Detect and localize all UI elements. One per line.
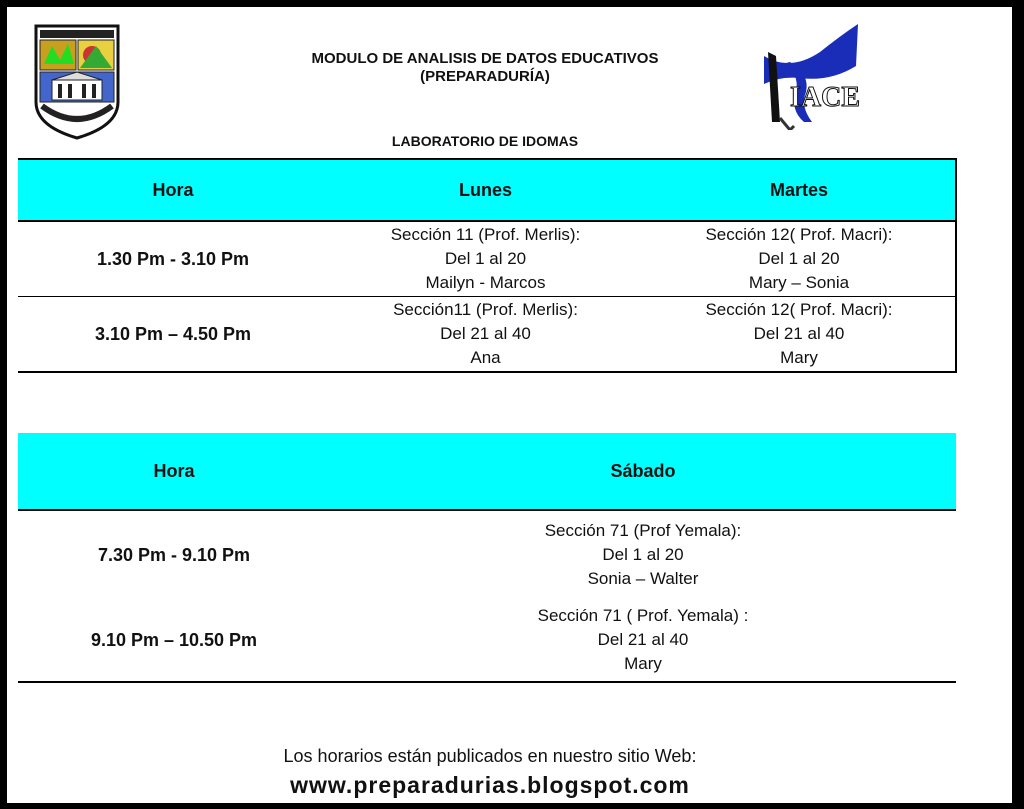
table-row xyxy=(18,297,956,373)
lunes-cell xyxy=(328,297,643,373)
lunes-cell xyxy=(328,221,643,297)
section-label: Sección11 (Prof. Merlis): xyxy=(393,300,578,319)
header-hora: Hora xyxy=(18,433,330,510)
header-sabado: Sábado xyxy=(330,433,956,510)
range-label: Del 1 al 20 xyxy=(602,545,684,564)
svg-text:IACE: IACE xyxy=(790,82,860,113)
range-label: Del 1 al 20 xyxy=(444,249,527,268)
range-label: Del 21 al 40 xyxy=(597,630,689,649)
sabado-cell xyxy=(330,510,956,599)
table-row xyxy=(18,510,956,599)
section-label: Sección 12( Prof. Macri): xyxy=(705,225,893,244)
sabado-cell xyxy=(330,599,956,682)
title-line-2: (PREPARADURÍA) xyxy=(420,68,550,85)
footer-website-url: www.preparadurias.blogspot.com xyxy=(290,772,690,798)
tutor-label: Mary xyxy=(624,654,662,673)
section-label: Sección 71 (Prof Yemala): xyxy=(544,521,742,540)
university-crest-logo xyxy=(30,22,124,140)
page xyxy=(7,7,1012,803)
header-martes: Martes xyxy=(643,159,956,221)
table-header-row xyxy=(18,433,956,510)
table-header-row xyxy=(18,159,956,221)
martes-cell xyxy=(643,297,956,373)
institution-logo xyxy=(760,22,860,130)
lab-title: LABORATORIO DE IDOMAS xyxy=(391,133,579,149)
hora-cell: 9.10 Pm – 10.50 Pm xyxy=(18,599,330,682)
range-label: Del 21 al 40 xyxy=(753,324,845,343)
range-label: Del 1 al 20 xyxy=(758,249,840,268)
martes-cell xyxy=(643,221,956,297)
module-title xyxy=(250,50,720,86)
table-row xyxy=(18,221,956,297)
section-label: Sección 71 ( Prof. Yemala) : xyxy=(537,606,749,625)
section-label: Sección 12( Prof. Macri): xyxy=(705,300,893,319)
tutor-label: Ana xyxy=(470,348,501,367)
weekday-schedule-table xyxy=(18,158,957,373)
footer-note: Los horarios están publicados en nuestro sitio Web: xyxy=(283,746,697,766)
saturday-schedule-table xyxy=(18,433,956,683)
header-hora: Hora xyxy=(18,159,328,221)
hora-cell: 1.30 Pm - 3.10 Pm xyxy=(18,221,328,297)
section-label: Sección 11 (Prof. Merlis): xyxy=(390,225,581,244)
title-line-1: MODULO DE ANALISIS DE DATOS EDUCATIVOS xyxy=(311,50,659,67)
tutor-label: Mailyn - Marcos xyxy=(425,273,546,292)
tutor-label: Mary xyxy=(780,348,818,367)
hora-cell: 3.10 Pm – 4.50 Pm xyxy=(18,297,328,373)
hora-cell: 7.30 Pm - 9.10 Pm xyxy=(97,545,251,565)
tutor-label: Sonia – Walter xyxy=(587,569,699,588)
table-row xyxy=(18,599,956,682)
range-label: Del 21 al 40 xyxy=(440,324,531,343)
header-lunes: Lunes xyxy=(328,159,643,221)
tutor-label: Mary – Sonia xyxy=(748,273,850,292)
